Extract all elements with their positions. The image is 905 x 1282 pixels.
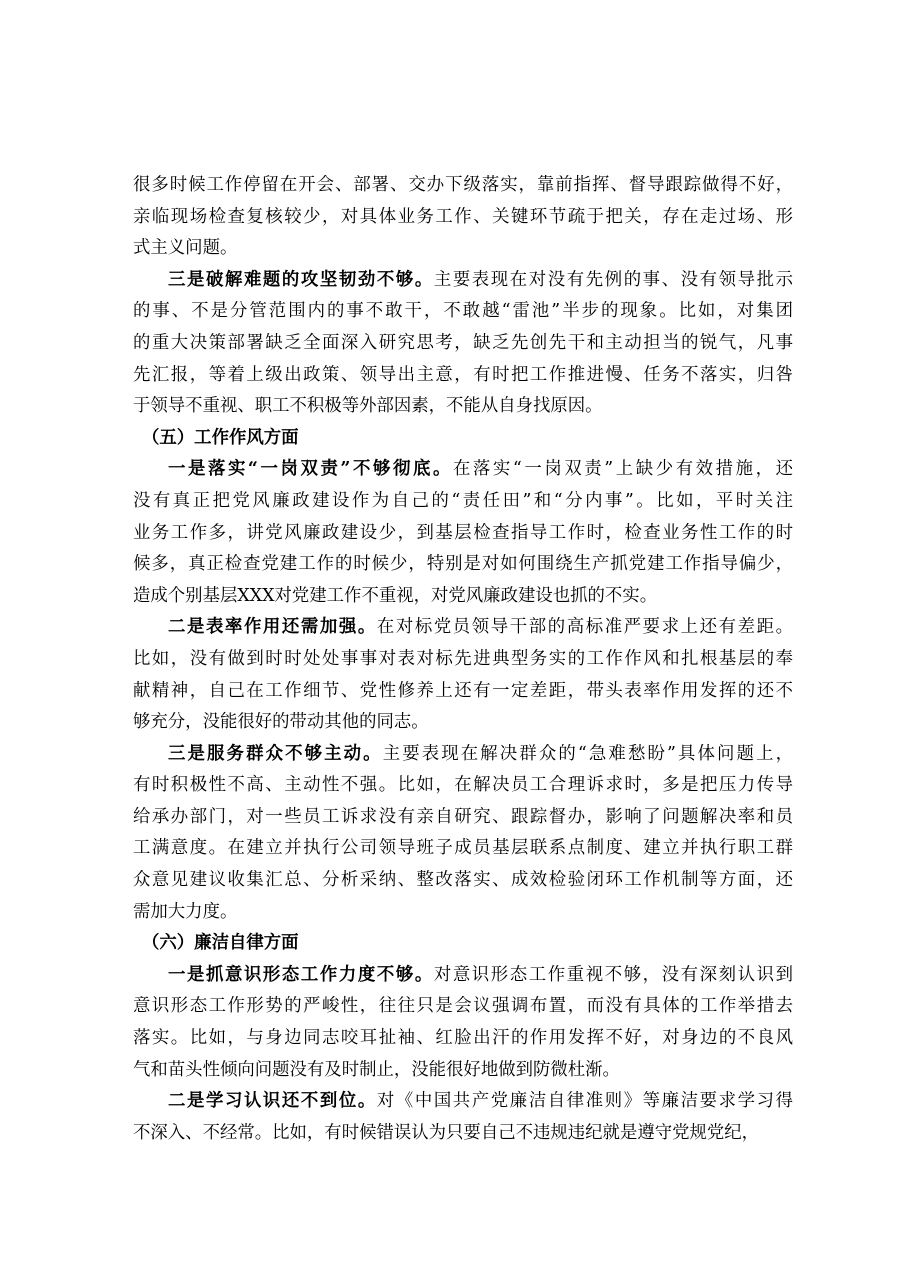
- line-text: 主要表现在对没有先例的事、没有领导批示: [433, 269, 793, 290]
- section-heading: （六）廉洁自律方面: [142, 933, 299, 954]
- text-line: [133, 170, 793, 202]
- text-line: [133, 770, 793, 802]
- section-heading: （五）工作作风方面: [142, 427, 299, 448]
- line-text: 有时积极性不高、主动性不强。比如，在解决员工合理诉求时，多是把压力传导: [133, 775, 793, 796]
- text-line: [133, 676, 793, 708]
- line-text: 气和苗头性倾向问题没有及时制止，没能很好地做到防微杜渐。: [133, 1059, 620, 1080]
- line-text: 落实。比如，与身边同志咬耳扯袖、红脸出汗的作用发挥不好，对身边的不良风: [133, 1028, 793, 1049]
- text-line: [133, 865, 793, 897]
- line-text: 献精神，自己在工作细节、党性修养上还有一定差距，带头表率作用发挥的还不: [133, 680, 793, 701]
- line-text: 在落实“一岗双责”上缺少有效措施，还: [452, 459, 793, 480]
- line-text: 在对标党员领导干部的高标准严要求上还有差距。: [376, 617, 793, 638]
- text-line: [133, 391, 793, 423]
- text-line: [133, 1055, 793, 1087]
- line-text: 主要表现在解决群众的“急难愁盼”具体问题上，: [382, 743, 793, 764]
- text-line: [133, 233, 793, 265]
- text-line: [133, 486, 793, 518]
- lead-statement: 二是学习认识还不到位。: [168, 1091, 377, 1112]
- text-line: [133, 833, 793, 865]
- paragraph: [133, 170, 793, 265]
- text-line: [133, 265, 793, 297]
- text-line: [133, 960, 793, 992]
- text-line: [133, 202, 793, 234]
- lead-statement: 一是抓意识形态工作力度不够。: [168, 964, 434, 985]
- lead-statement: 三是服务群众不够主动。: [168, 743, 383, 764]
- line-text: 需加大力度。: [133, 901, 238, 922]
- text-line: [133, 328, 793, 360]
- line-text: 于领导不重视、职工不积极等外部因素，不能从自身找原因。: [133, 396, 603, 417]
- text-line: [133, 612, 793, 644]
- text-line: [133, 518, 793, 550]
- text-line: [133, 454, 793, 486]
- line-text: 先汇报，等着上级出政策、领导出主意，有时把工作推进慢、任务不落实，归咎: [133, 364, 793, 385]
- line-text: 对《中国共产党廉洁自律准则》等廉洁要求学习得: [376, 1091, 793, 1112]
- paragraph: [133, 612, 793, 738]
- paragraph: [133, 454, 793, 612]
- line-text: 的事、不是分管范围内的事不敢干，不敢越“雷池”半步的现象。比如，对集团: [133, 301, 793, 322]
- text-line: [133, 360, 793, 392]
- text-line: [133, 802, 793, 834]
- text-line: [133, 296, 793, 328]
- line-text: 造成个别基层XXX对党建工作不重视，对党风廉政建设也抓的不实。: [133, 585, 658, 606]
- text-line: [133, 897, 793, 929]
- line-text: 众意见建议收集汇总、分析采纳、整改落实、成效检验闭环工作机制等方面，还: [133, 870, 793, 891]
- lead-statement: 二是表率作用还需加强。: [168, 617, 377, 638]
- paragraph: [133, 739, 793, 929]
- line-text: 比如，没有做到时时处处事事对表对标先进典型务实的工作作风和扎根基层的奉: [133, 648, 793, 669]
- text-line: [133, 991, 793, 1023]
- text-line: [133, 1023, 793, 1055]
- line-text: 的重大决策部署缺乏全面深入研究思考，缺乏先创先干和主动担当的锐气，凡事: [133, 332, 793, 353]
- line-text: 工满意度。在建立并执行公司领导班子成员基层联系点制度、建立并执行职工群: [133, 838, 793, 859]
- line-text: 很多时候工作停留在开会、部署、交办下级落实，靠前指挥、督导跟踪做得不好，: [133, 175, 793, 195]
- paragraph: [133, 960, 793, 1086]
- line-text: 意识形态工作形势的严峻性，往往只是会议强调布置，而没有具体的工作举措去: [133, 996, 793, 1017]
- text-line: [133, 644, 793, 676]
- line-text: 业务工作多，讲党风廉政建设少，到基层检查指导工作时，检查业务性工作的时: [133, 522, 793, 543]
- line-text: 不深入、不经常。比如，有时候错误认为只要自己不违规违纪就是遵守党规党纪，: [133, 1122, 760, 1143]
- lead-statement: 三是破解难题的攻坚韧劲不够。: [168, 269, 434, 290]
- line-text: 给承办部门，对一些员工诉求没有亲自研究、跟踪督办，影响了问题解决率和员: [133, 806, 793, 827]
- line-text: 没有真正把党风廉政建设作为自己的“责任田”和“分内事”。比如，平时关注: [133, 490, 793, 511]
- text-line: [133, 1118, 793, 1150]
- line-text: 式主义问题。: [133, 238, 238, 259]
- paragraph: [133, 265, 793, 423]
- text-line: [133, 1086, 793, 1118]
- document-body: [133, 170, 793, 1149]
- lead-statement: 一是落实“一岗双责”不够彻底。: [168, 459, 453, 480]
- text-line: [133, 707, 793, 739]
- paragraph: [133, 1086, 793, 1149]
- text-line: [133, 581, 793, 613]
- line-text: 候多，真正检查党建工作的时候少，特别是对如何围绕生产抓党建工作指导偏少，: [133, 554, 793, 575]
- text-line: [133, 739, 793, 771]
- text-line: [133, 549, 793, 581]
- line-text: 够充分，没能很好的带动其他的同志。: [133, 712, 429, 733]
- line-text: 亲临现场检查复核较少，对具体业务工作、关键环节疏于把关，存在走过场、形: [133, 206, 793, 227]
- line-text: 对意识形态工作重视不够，没有深刻认识到: [433, 964, 793, 985]
